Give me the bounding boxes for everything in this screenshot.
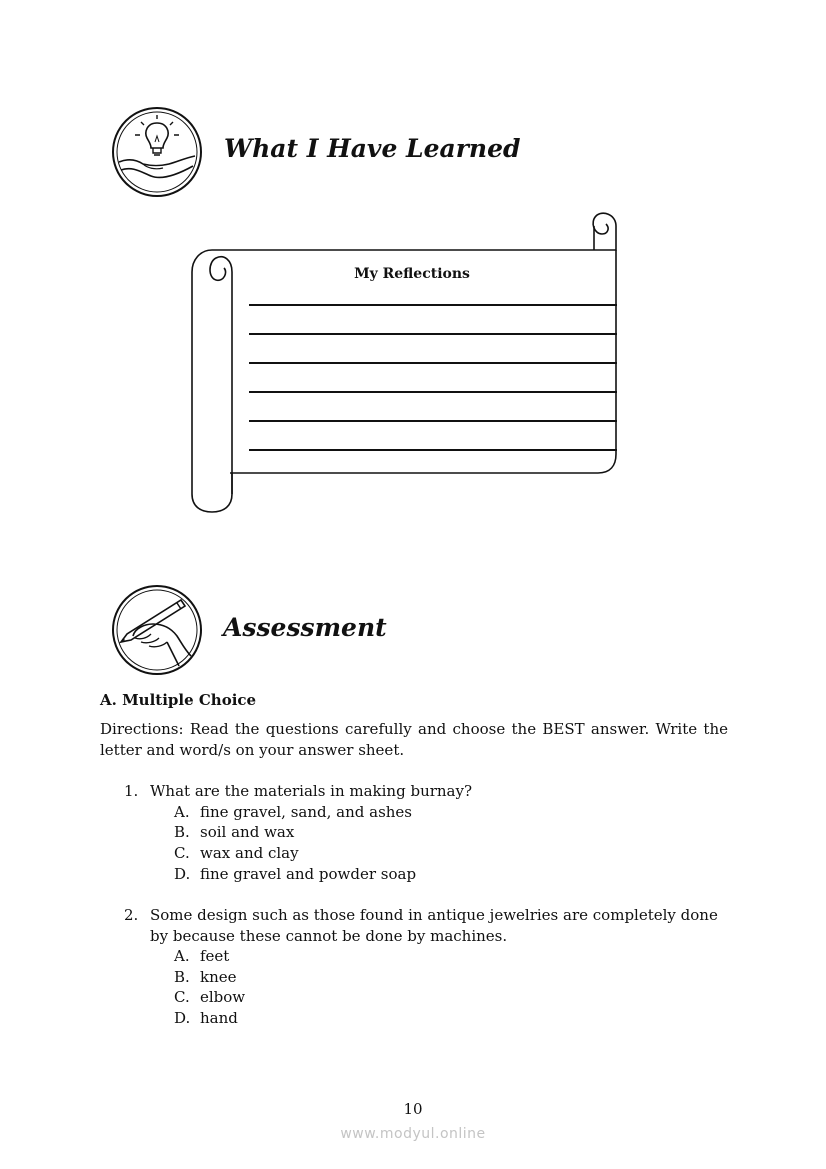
answer-option: C. elbow <box>174 988 246 1006</box>
question-text: What are the materials in making burnay? <box>150 782 473 800</box>
reflection-title: My Reflections <box>354 266 470 282</box>
answer-option: B. knee <box>174 968 237 986</box>
question-text: Some design such as those found in antique jewelries are completely done by because these cannot be done by machines. <box>150 906 718 945</box>
watermark: www.modyul.online <box>340 1126 486 1142</box>
question-number: 1. <box>124 782 139 800</box>
writing-hand-icon <box>111 584 203 676</box>
answer-option: D. fine gravel and powder soap <box>174 865 417 883</box>
part-heading: A. Multiple Choice <box>100 691 257 709</box>
page-number: 10 <box>403 1100 423 1118</box>
question-number: 2. <box>124 906 139 924</box>
lightbulb-hand-icon <box>111 106 203 198</box>
answer-option: A. fine gravel, sand, and ashes <box>174 803 412 821</box>
directions-text: Directions: Read the questions carefully and choose the BEST answer. Write the letter and word/s on your answer sheet. <box>100 720 728 759</box>
answer-option: B. soil and wax <box>174 823 295 841</box>
section-title-assessment: Assessment <box>223 613 387 642</box>
answer-option: A. feet <box>174 947 230 965</box>
answer-option: C. wax and clay <box>174 844 299 862</box>
section-title-learned: What I Have Learned <box>224 134 521 163</box>
answer-option: D. hand <box>174 1009 238 1027</box>
reflection-scroll <box>186 208 638 518</box>
